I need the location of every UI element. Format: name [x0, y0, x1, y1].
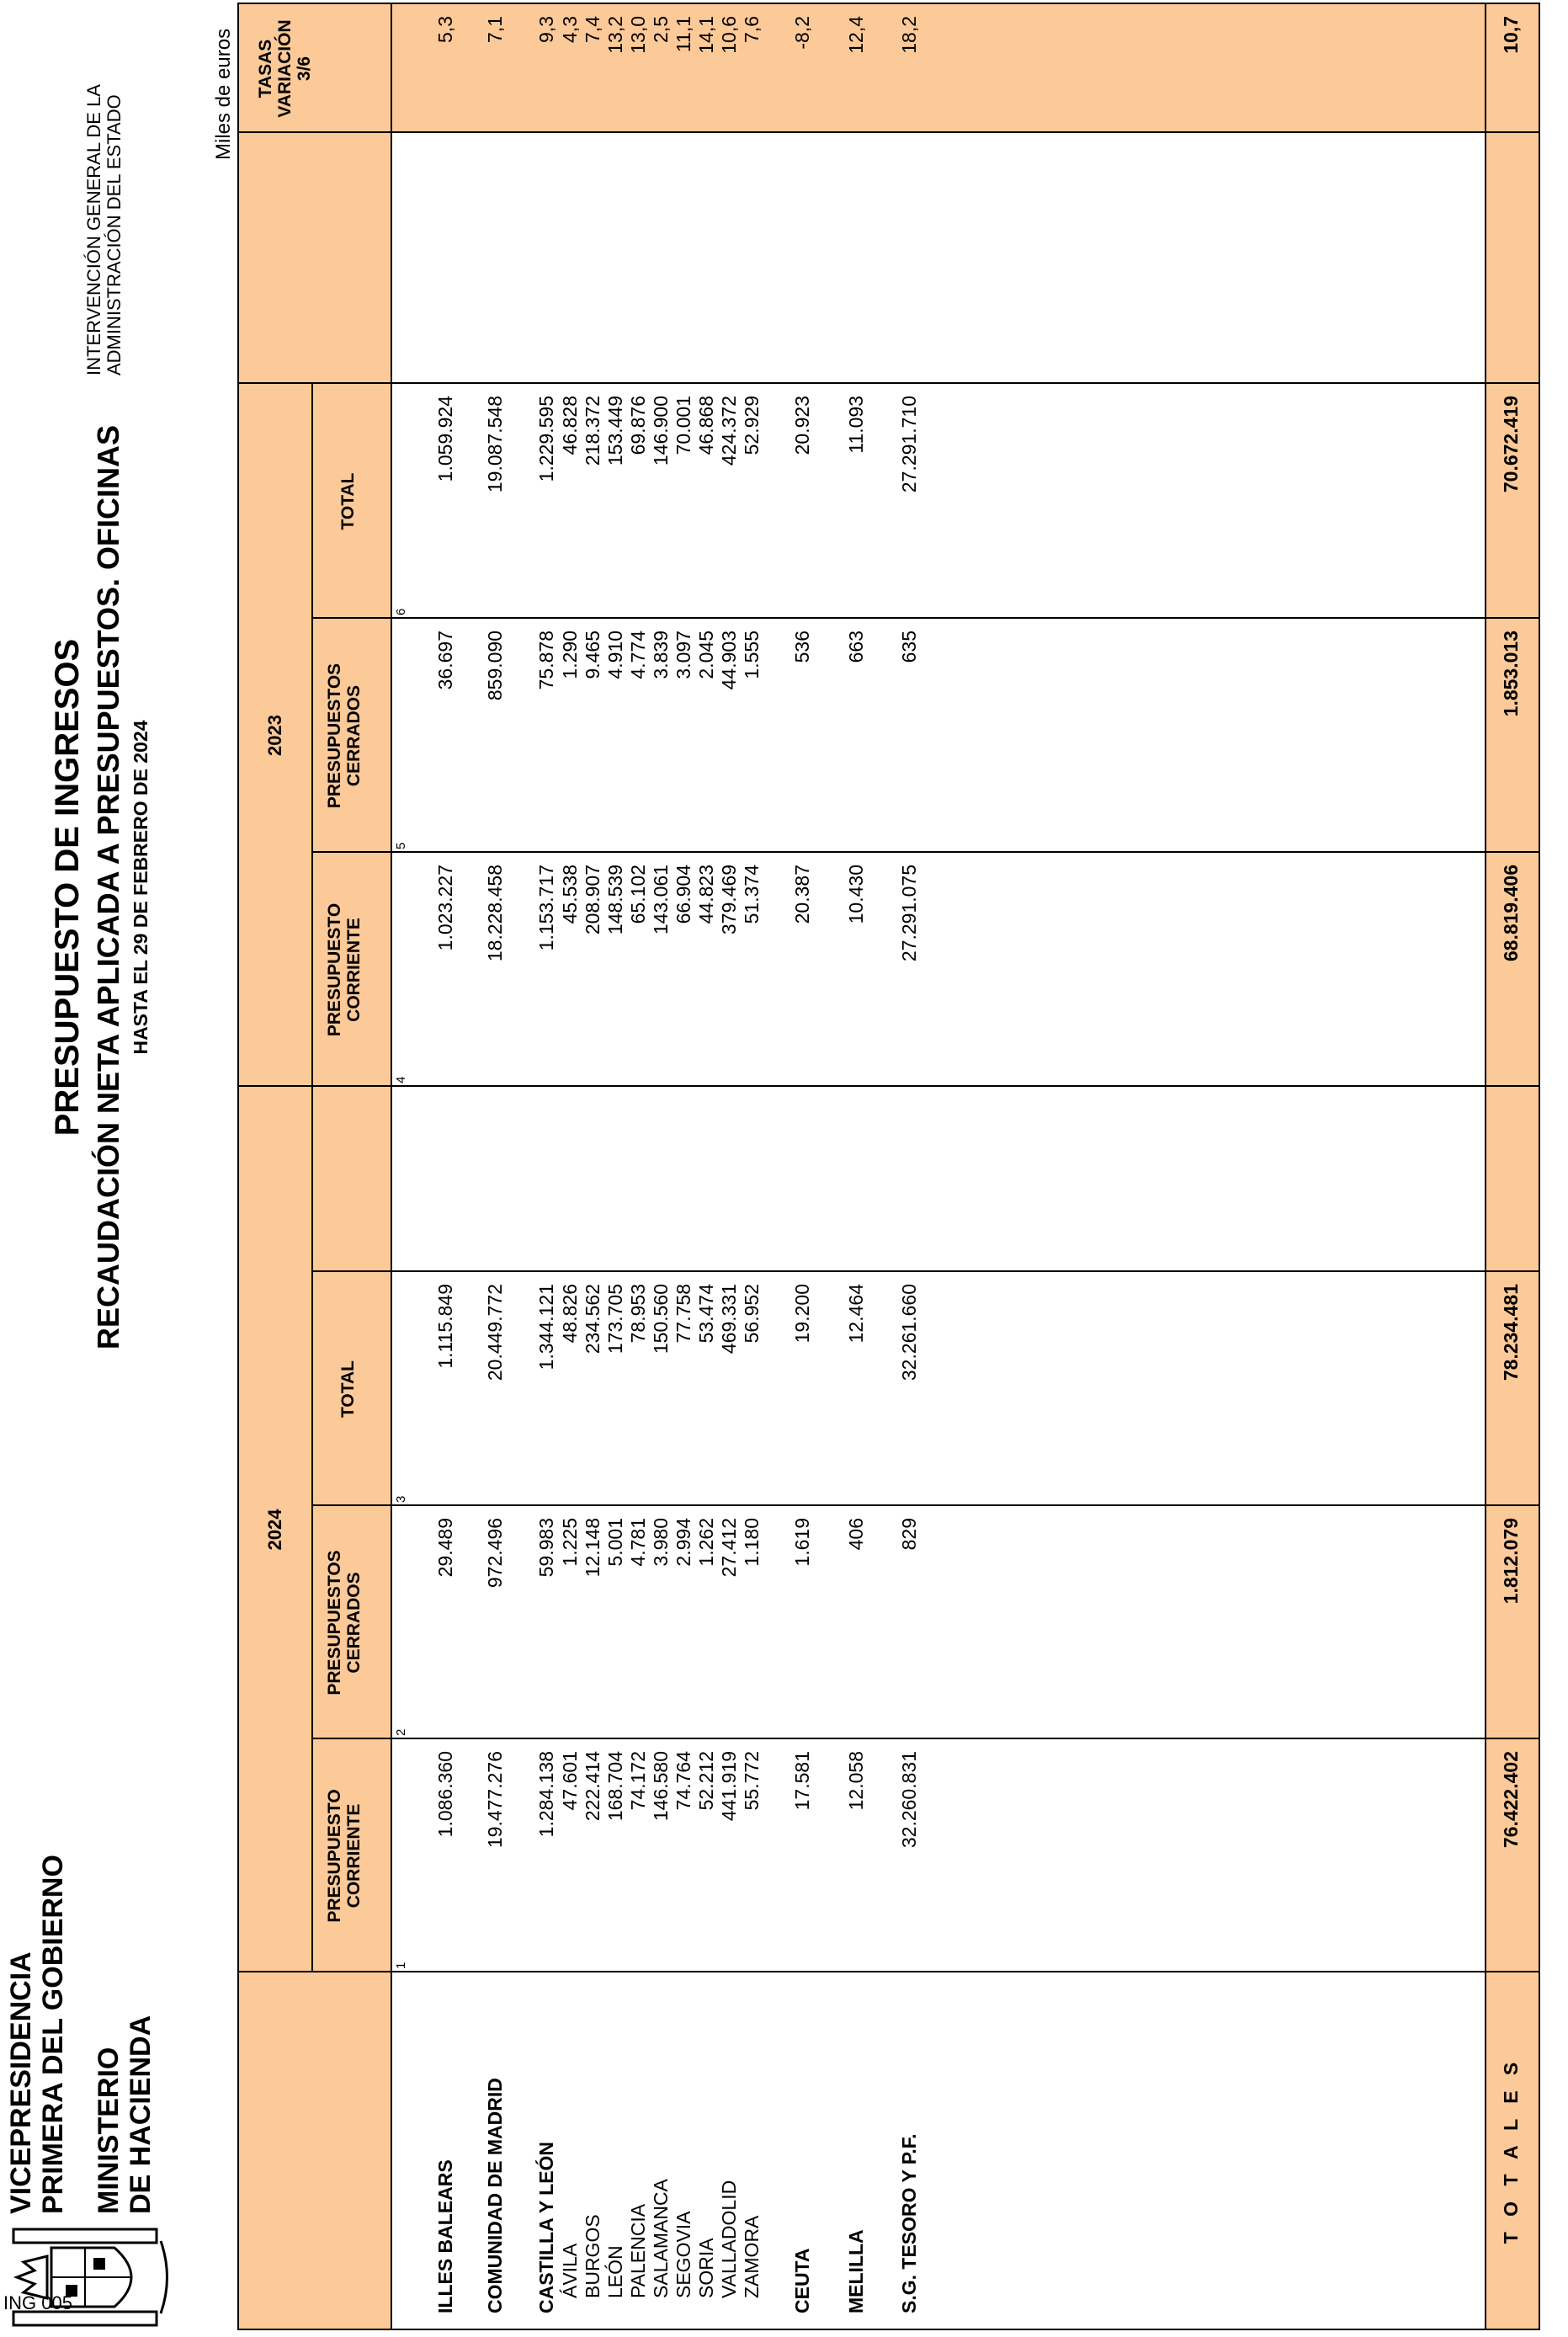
rate-cell: 7,6	[741, 16, 763, 43]
value-cell: 234.562	[582, 1284, 603, 1355]
value-cell: 27.291.075	[898, 865, 920, 962]
value-cell: 1.229.595	[535, 396, 557, 482]
column-header-3	[338, 1272, 358, 1506]
value-cell: 635	[898, 631, 920, 663]
value-cell: 59.983	[535, 1518, 557, 1578]
rate-header-line: TASAS	[256, 39, 275, 98]
value-cell: 972.496	[484, 1518, 506, 1589]
office-label: ZAMORA	[741, 2215, 763, 2298]
value-cell: 663	[845, 631, 867, 663]
column-header-line: CERRADOS	[344, 684, 364, 787]
value-cell: 65.102	[627, 865, 649, 924]
column-header-line: TOTAL	[338, 472, 358, 530]
value-cell: 12.058	[845, 1751, 867, 1811]
rate-cell: 4,3	[559, 16, 581, 43]
value-cell: 218.372	[582, 396, 603, 466]
value-cell: 4.910	[604, 631, 626, 679]
value-cell: 536	[791, 631, 813, 663]
totals-value-cell: 70.672.419	[1500, 396, 1522, 493]
rate-cell: 14,1	[695, 16, 717, 54]
value-cell: 1.225	[559, 1518, 581, 1567]
office-label: SALAMANCA	[650, 2179, 672, 2298]
column-header-line: PRESUPUESTOS	[325, 663, 344, 809]
region-label: MELILLA	[845, 2229, 867, 2313]
office-label: PALENCIA	[627, 2203, 649, 2298]
value-cell: 74.764	[672, 1751, 694, 1811]
totals-value-cell: 68.819.406	[1500, 865, 1522, 962]
column-header-line: CORRIENTE	[344, 1803, 364, 1908]
coat-of-arms-icon	[5, 2224, 173, 2330]
value-cell: 2.045	[695, 631, 717, 679]
value-cell: 12.464	[845, 1284, 867, 1344]
rate-cell: 12,4	[845, 16, 867, 54]
value-cell: 53.474	[695, 1284, 717, 1344]
value-cell: 1.290	[559, 631, 581, 679]
column-header-line: CORRIENTE	[344, 918, 364, 1022]
value-cell: 77.758	[672, 1284, 694, 1344]
value-cell: 32.260.831	[898, 1751, 920, 1849]
value-cell: 12.148	[582, 1518, 603, 1578]
ministerio-line-2: DE HACIENDA	[125, 2015, 157, 2214]
value-cell: 379.469	[718, 865, 740, 935]
value-cell: 1.180	[741, 1518, 763, 1567]
year-header-2023: 2023	[264, 715, 285, 756]
rate-cell: -8,2	[791, 16, 813, 50]
page-title: PRESUPUESTO DE INGRESOS	[49, 638, 86, 1137]
value-cell: 441.919	[718, 1751, 740, 1822]
value-cell: 859.090	[484, 631, 506, 701]
value-cell: 75.878	[535, 631, 557, 690]
rate-cell: 11,1	[672, 16, 694, 53]
value-cell: 27.412	[718, 1518, 740, 1578]
value-cell: 208.907	[582, 865, 603, 935]
value-cell: 1.086.360	[434, 1751, 456, 1838]
column-number: 2	[394, 1728, 408, 1736]
year-header-2024: 2024	[264, 1509, 285, 1551]
value-cell: 27.291.710	[898, 396, 920, 493]
rate-cell: 13,0	[627, 16, 649, 54]
column-header-line: CERRADOS	[344, 1572, 364, 1674]
office-label: VALLADOLID	[718, 2180, 740, 2298]
totals-value-cell: 78.234.481	[1500, 1284, 1522, 1381]
value-cell: 18.228.458	[484, 865, 506, 962]
intervencion-heading	[84, 84, 125, 375]
value-cell: 36.697	[434, 631, 456, 690]
value-cell: 19.087.548	[484, 396, 506, 493]
value-cell: 2.994	[672, 1518, 694, 1567]
value-cell: 46.828	[559, 396, 581, 455]
value-cell: 20.387	[791, 865, 813, 924]
column-number: 3	[394, 1495, 408, 1503]
value-cell: 222.414	[582, 1751, 603, 1822]
column-header-6	[338, 384, 358, 619]
value-cell: 1.262	[695, 1518, 717, 1567]
value-cell: 406	[845, 1518, 867, 1551]
vicepresidencia-line-1: VICEPRESIDENCIA	[5, 1951, 37, 2214]
value-cell: 45.538	[559, 865, 581, 924]
vicepresidencia-heading	[5, 1855, 69, 2214]
value-cell: 48.826	[559, 1284, 581, 1344]
value-cell: 32.261.660	[898, 1284, 920, 1381]
region-label: CEUTA	[791, 2248, 813, 2313]
value-cell: 46.868	[695, 396, 717, 455]
value-cell: 1.153.717	[535, 865, 557, 951]
value-cell: 19.477.276	[484, 1751, 506, 1849]
rate-column-header	[256, 4, 314, 133]
rate-cell: 5,3	[434, 16, 456, 43]
totals-label: T O T A L E S	[1500, 2057, 1522, 2244]
rate-cell: 10,6	[718, 16, 740, 54]
office-label: BURGOS	[582, 2214, 603, 2298]
value-cell: 78.953	[627, 1284, 649, 1344]
value-cell: 66.904	[672, 865, 694, 924]
column-header-line: PRESUPUESTO	[325, 902, 344, 1037]
rate-header-line: VARIACIÓN	[275, 19, 295, 118]
column-header-4	[325, 853, 364, 1087]
value-cell: 51.374	[741, 865, 763, 924]
value-cell: 168.704	[604, 1751, 626, 1822]
value-cell: 1.284.138	[535, 1751, 557, 1838]
totals-rate-cell: 10,7	[1500, 16, 1522, 54]
office-label: SEGOVIA	[672, 2211, 694, 2298]
units-note: Miles de euros	[212, 28, 235, 160]
totals-value-cell: 76.422.402	[1500, 1751, 1522, 1849]
value-cell: 4.781	[627, 1518, 649, 1567]
value-cell: 44.903	[718, 631, 740, 690]
value-cell: 1.619	[791, 1518, 813, 1567]
table-header-band	[239, 4, 391, 2329]
value-cell: 47.601	[559, 1751, 581, 1811]
value-cell: 52.212	[695, 1751, 717, 1811]
region-label: ILLES BALEARS	[434, 2159, 456, 2313]
value-cell: 11.093	[845, 396, 867, 454]
value-cell: 1.344.121	[535, 1284, 557, 1371]
office-label: ÁVILA	[559, 2243, 581, 2298]
column-header-1	[325, 1739, 364, 1972]
value-cell: 146.580	[650, 1751, 672, 1822]
office-label: LEÓN	[604, 2245, 626, 2298]
value-cell: 3.839	[650, 631, 672, 679]
intervencion-line-1: INTERVENCIÓN GENERAL DE LA	[83, 84, 104, 375]
region-label: CASTILLA Y LEÓN	[535, 2141, 557, 2313]
column-number: 6	[394, 608, 408, 615]
value-cell: 3.980	[650, 1518, 672, 1567]
vicepresidencia-line-2: PRIMERA DEL GOBIERNO	[37, 1855, 69, 2214]
office-label: SORIA	[695, 2238, 717, 2298]
ministerio-line-1: MINISTERIO	[93, 2047, 125, 2214]
value-cell: 1.059.924	[434, 396, 456, 482]
value-cell: 29.489	[434, 1518, 456, 1578]
document-code: ING 005	[3, 2292, 72, 2313]
value-cell: 4.774	[627, 631, 649, 679]
page-date: HASTA EL 29 DE FEBRERO DE 2024	[130, 720, 151, 1055]
rate-cell: 9,3	[535, 16, 557, 43]
value-cell: 146.900	[650, 396, 672, 466]
column-header-line: TOTAL	[338, 1360, 358, 1419]
rate-cell: 7,1	[484, 16, 506, 43]
value-cell: 829	[898, 1518, 920, 1551]
column-header-line: PRESUPUESTO	[325, 1789, 344, 1923]
totals-value-cell: 1.853.013	[1500, 631, 1522, 717]
column-header-2	[325, 1506, 364, 1739]
column-header-5	[325, 619, 364, 853]
value-cell: 20.923	[791, 396, 813, 455]
value-cell: 153.449	[604, 396, 626, 466]
column-number: 4	[394, 1076, 408, 1083]
value-cell: 469.331	[718, 1284, 740, 1355]
value-cell: 148.539	[604, 865, 626, 935]
column-number: 5	[394, 842, 408, 849]
column-header-line: PRESUPUESTOS	[325, 1550, 344, 1696]
value-cell: 10.430	[845, 865, 867, 924]
rate-cell: 2,5	[650, 16, 672, 43]
rate-header-line: 3/6	[295, 56, 314, 82]
value-cell: 3.097	[672, 631, 694, 679]
ministerio-heading	[93, 2015, 157, 2214]
revenue-table	[237, 3, 1540, 2330]
value-cell: 5.001	[604, 1518, 626, 1567]
value-cell: 69.876	[627, 396, 649, 455]
value-cell: 20.449.772	[484, 1284, 506, 1381]
rate-cell: 18,2	[898, 16, 920, 54]
region-label: S.G. TESORO Y P.F.	[898, 2133, 920, 2313]
value-cell: 173.705	[604, 1284, 626, 1355]
rate-cell: 7,4	[582, 16, 603, 43]
rate-cell: 13,2	[604, 16, 626, 54]
region-label: COMUNIDAD DE MADRID	[484, 2078, 506, 2313]
value-cell: 55.772	[741, 1751, 763, 1811]
value-cell: 52.929	[741, 396, 763, 455]
totals-value-cell: 1.812.079	[1500, 1518, 1522, 1605]
value-cell: 424.372	[718, 396, 740, 466]
value-cell: 56.952	[741, 1284, 763, 1344]
value-cell: 1.115.849	[434, 1284, 456, 1369]
value-cell: 17.581	[791, 1751, 813, 1811]
value-cell: 1.555	[741, 631, 763, 679]
value-cell: 70.001	[672, 396, 694, 455]
value-cell: 44.823	[695, 865, 717, 924]
value-cell: 150.560	[650, 1284, 672, 1355]
value-cell: 74.172	[627, 1751, 649, 1811]
value-cell: 1.023.227	[434, 865, 456, 951]
value-cell: 143.061	[650, 865, 672, 935]
intervencion-line-2: ADMINISTRACIÓN DEL ESTADO	[104, 94, 125, 375]
value-cell: 19.200	[791, 1284, 813, 1344]
column-number: 1	[394, 1962, 408, 1969]
page-subtitle: RECAUDACIÓN NETA APLICADA A PRESUPUESTOS. OFICINAS	[91, 424, 125, 1350]
value-cell: 9.465	[582, 631, 603, 679]
